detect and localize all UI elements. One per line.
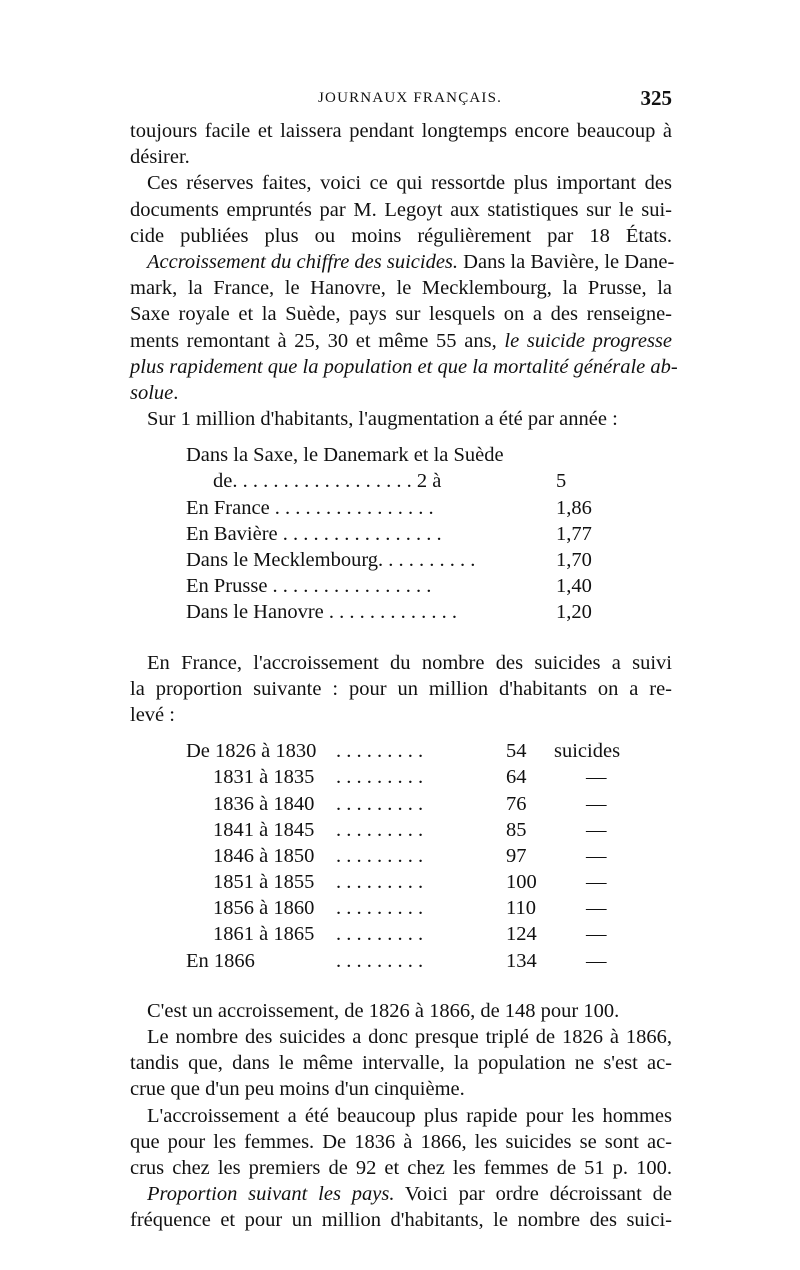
- text-span: ments remontant à 25, 30 et même 55 ans,: [130, 329, 505, 352]
- text-line: que pour les femmes. De 1836 à 1866, les suicides se sont ac-: [130, 1130, 672, 1153]
- row-dots: . . . . . . . . .: [336, 740, 424, 763]
- table-row: [186, 843, 672, 869]
- row-dots: . . . . . . . . .: [336, 766, 424, 789]
- text-line: [130, 380, 672, 406]
- row-value: 124: [506, 923, 537, 946]
- text-line: [130, 249, 675, 275]
- running-title: JOURNAUX FRANÇAIS.: [318, 90, 503, 106]
- row-dash: —: [586, 844, 607, 867]
- table-row: [186, 869, 672, 895]
- text-line: C'est un accroissement, de 1826 à 1866, de 148 pour 100.: [147, 999, 620, 1022]
- row-unit: suicides: [554, 740, 621, 763]
- page-header: [130, 86, 672, 112]
- text-line: L'accroissement a été beaucoup plus rapide pour les hommes: [147, 1104, 672, 1127]
- row-dots: . . . . . . . . .: [336, 949, 424, 972]
- text-line: fréquence et pour un million d'habitants, le nombre des suici-: [130, 1209, 672, 1232]
- page-body: [130, 118, 678, 1234]
- row-value: 110: [506, 897, 536, 920]
- row-label: En Bavière . . . . . . . . . . . . . . . .: [186, 522, 442, 545]
- table-row: [186, 468, 672, 494]
- table-row: [186, 817, 672, 843]
- table-row: [186, 895, 672, 921]
- text-line: toujours facile et laissera pendant longtemps encore beaucoup à: [130, 120, 672, 142]
- paragraph-france: [130, 650, 672, 729]
- row-label: Dans le Hanovre . . . . . . . . . . . . .: [186, 601, 458, 624]
- paragraph-continuation: [130, 118, 672, 170]
- row-label: de. . . . . . . . . . . . . . . . . . 2 à: [213, 470, 442, 493]
- row-dots: . . . . . . . . .: [336, 897, 424, 920]
- text-line: crus chez les premiers de 92 et chez les femmes de 51 p. 100.: [130, 1156, 672, 1179]
- text-line: cide publiées plus ou moins régulièrement par 18 États.: [130, 224, 672, 247]
- table-row: [186, 791, 672, 817]
- row-label: En France . . . . . . . . . . . . . . . .: [186, 496, 434, 519]
- annual-increase-table: [130, 442, 672, 625]
- row-dash: —: [586, 923, 607, 946]
- row-value: 1,77: [556, 522, 592, 545]
- row-years: 1841 à 1845: [213, 818, 315, 841]
- text-line: [130, 1181, 672, 1207]
- row-value: 1,40: [556, 575, 592, 598]
- text-line: Ces réserves faites, voici ce qui ressortde plus important des: [147, 172, 672, 195]
- paragraph-men-women: [130, 1103, 672, 1182]
- text-line: tandis que, dans le même intervalle, la population ne s'est ac-: [130, 1052, 672, 1075]
- row-value: 64: [506, 766, 527, 789]
- row-dash: —: [586, 897, 607, 920]
- table-row-label: Dans la Saxe, le Danemark et la Suède: [186, 444, 504, 467]
- row-value: 1,20: [556, 601, 592, 624]
- table-row: [186, 599, 672, 625]
- row-years: De 1826 à 1830: [186, 740, 317, 763]
- table-row: [186, 764, 672, 790]
- row-years: 1856 à 1860: [213, 897, 315, 920]
- row-value: 85: [506, 818, 527, 841]
- table-row: [186, 921, 672, 947]
- row-dash: —: [586, 949, 607, 972]
- row-value: 134: [506, 949, 537, 972]
- row-dash: —: [586, 792, 607, 815]
- text-line: mark, la France, le Hanovre, le Mecklembourg, la Prusse, la: [130, 277, 672, 300]
- row-value: 100: [506, 871, 537, 894]
- italic-span: solue: [130, 381, 174, 404]
- row-dash: —: [586, 818, 607, 841]
- row-value: 54: [506, 740, 527, 763]
- row-years: 1836 à 1840: [213, 792, 315, 815]
- text-line: la proportion suivante : pour un million d'habitants on a re-: [130, 677, 672, 700]
- italic-heading: Proportion suivant les pays.: [147, 1183, 395, 1206]
- row-dash: —: [586, 871, 607, 894]
- italic-heading: Accroissement du chiffre des suicides.: [147, 250, 459, 273]
- row-years: 1846 à 1850: [213, 844, 315, 867]
- row-value: 1,70: [556, 549, 592, 571]
- row-dots: . . . . . . . . .: [336, 923, 424, 946]
- italic-span: plus rapidement que la population et que la mortalité générale ab-: [130, 355, 678, 378]
- paragraph-augmentation: [130, 406, 672, 432]
- text-line: crue que d'un peu moins d'un cinquième.: [130, 1078, 465, 1101]
- text-span: Dans la Bavière, le Dane-: [458, 250, 675, 273]
- text-line: désirer.: [130, 146, 190, 169]
- text-line: En France, l'accroissement du nombre des suicides a suivi: [147, 651, 672, 674]
- table-row: [186, 547, 672, 573]
- page-number: 325: [640, 86, 672, 110]
- paragraph-summary: [130, 998, 672, 1024]
- row-years: 1851 à 1855: [213, 871, 315, 894]
- text-line: documents empruntés par M. Legoyt aux statistiques sur le sui-: [130, 198, 672, 221]
- paragraph-accroissement: [130, 249, 678, 406]
- text-line: levé :: [130, 703, 175, 726]
- row-label: En Prusse . . . . . . . . . . . . . . . .: [186, 575, 432, 598]
- paragraph-countries: [130, 1181, 672, 1233]
- row-years: En 1866: [186, 949, 255, 972]
- text-line: [130, 354, 678, 380]
- italic-span: le suicide progresse: [504, 329, 672, 352]
- text-span: .: [173, 381, 179, 404]
- text-span: Voici par ordre décroissant de: [394, 1183, 672, 1206]
- row-value: 1,86: [556, 496, 592, 519]
- table-row: [186, 495, 672, 521]
- row-dots: . . . . . . . . .: [336, 792, 424, 815]
- row-years: 1831 à 1835: [213, 766, 315, 789]
- text-line: Sur 1 million d'habitants, l'augmentation a été par année :: [147, 408, 618, 431]
- text-line: [130, 328, 672, 354]
- text-line: Saxe royale et la Suède, pays sur lesquels on a des renseigne-: [130, 303, 672, 326]
- row-value: 76: [506, 792, 527, 815]
- paragraph-reserves: [130, 170, 672, 249]
- row-dots: . . . . . . . . .: [336, 844, 424, 867]
- row-dots: . . . . . . . . .: [336, 871, 424, 894]
- row-value: 5: [556, 470, 567, 493]
- table-row: [186, 573, 672, 599]
- row-value: 97: [506, 844, 527, 867]
- table-row: [186, 738, 672, 764]
- row-dots: . . . . . . . . .: [336, 818, 424, 841]
- text-line: Le nombre des suicides a donc presque triplé de 1826 à 1866,: [147, 1026, 672, 1048]
- table-row: [186, 521, 672, 547]
- table-row: [186, 948, 672, 974]
- paragraph-tripled: [130, 1024, 672, 1103]
- row-years: 1861 à 1865: [213, 923, 315, 946]
- row-dash: —: [586, 766, 607, 789]
- row-label: Dans le Mecklembourg. . . . . . . . . .: [186, 549, 476, 571]
- suicides-by-period-table: [130, 738, 672, 974]
